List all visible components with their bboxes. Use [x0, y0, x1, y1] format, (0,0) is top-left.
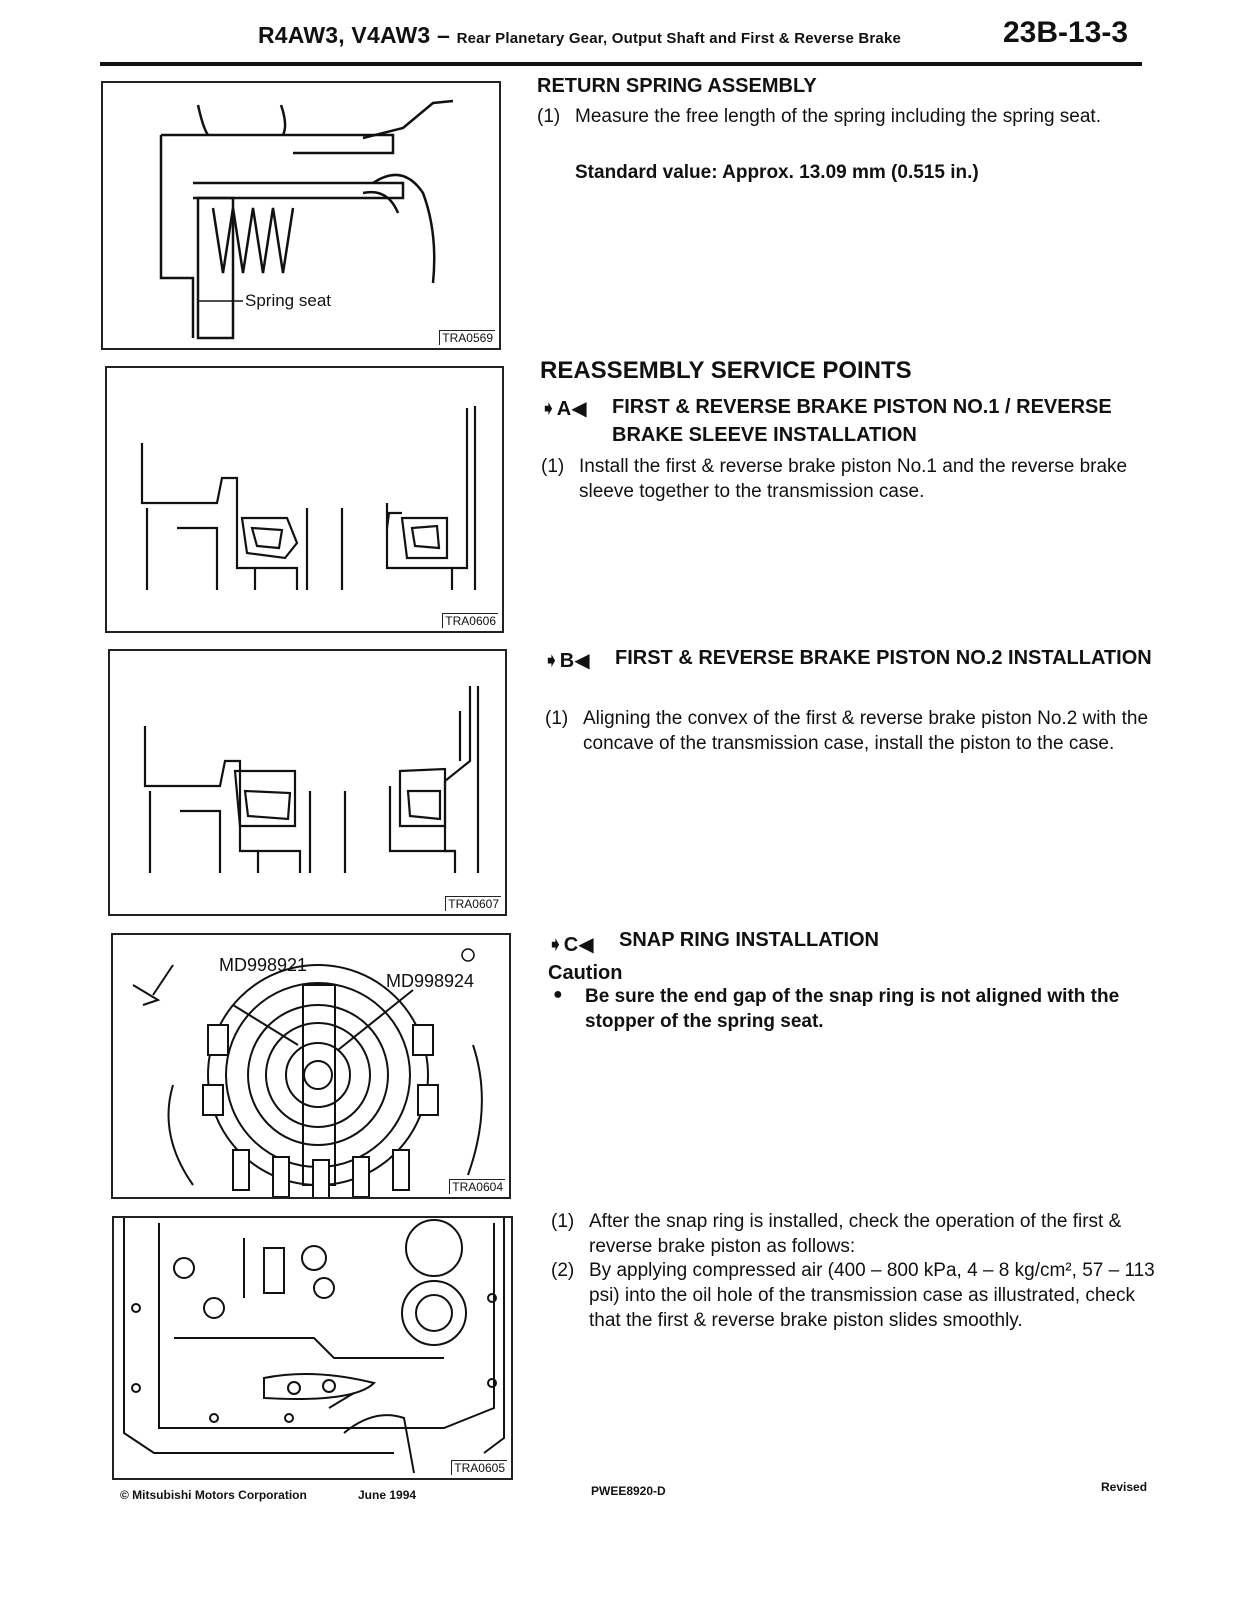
step-return-spring-1: [537, 104, 1147, 156]
page-header-title: [258, 22, 901, 49]
figure-code: TRA0607: [445, 896, 501, 911]
label-tool-md998924: MD998924: [386, 971, 475, 991]
piston-no2-illustration: [110, 651, 505, 914]
step-text: Install the first & reverse brake piston No.1 and the reverse brake sleeve together to the transmission case.: [579, 456, 1128, 502]
arrow-left-icon: ◀: [578, 934, 594, 956]
arrow-right-icon: ➧: [547, 934, 564, 956]
heading-piston-no2: FIRST & REVERSE BRAKE PISTON NO.2 INSTALLATION: [615, 647, 1152, 669]
heading-return-spring: RETURN SPRING ASSEMBLY: [537, 75, 817, 97]
footer-copyright: © Mitsubishi Motors Corporation: [120, 1488, 307, 1502]
piston-sleeve-illustration: [107, 368, 502, 631]
figure-code: TRA0606: [442, 613, 498, 628]
service-mark-c: [547, 932, 594, 957]
step-a-1: [541, 454, 1151, 506]
step-number: (1): [545, 708, 569, 729]
step-number: (1): [537, 106, 561, 127]
footer-date: June 1994: [358, 1488, 417, 1502]
heading-snap-ring: SNAP RING INSTALLATION: [619, 929, 879, 951]
standard-value: Standard value: Approx. 13.09 mm (0.515 in.): [575, 162, 979, 183]
figure-code: TRA0604: [449, 1179, 505, 1194]
figure-spring-measure: [101, 81, 501, 350]
service-mark-b: [543, 648, 590, 673]
header-dash: –: [437, 22, 450, 48]
caution-label: Caution: [548, 962, 623, 984]
step-c-2: [551, 1258, 1161, 1358]
arrow-left-icon: ◀: [574, 650, 590, 672]
arrow-left-icon: ◀: [571, 398, 587, 420]
heading-reassembly: REASSEMBLY SERVICE POINTS: [540, 357, 912, 384]
step-text: By applying compressed air (400 – 800 kPa, 4 – 8 kg/cm², 57 – 113 psi) into the oil hole of the transmission case as illustrated, check that the first & reverse brake piston slides smoothly.: [589, 1260, 1155, 1331]
heading-piston-no1: FIRST & REVERSE BRAKE PISTON NO.1 / REVERSE BRAKE SLEEVE INSTALLATION: [612, 396, 1112, 446]
arrow-right-icon: ➧: [540, 398, 557, 420]
header-rule: [100, 62, 1142, 66]
figure-piston-no2: [108, 649, 507, 916]
mark-letter: B: [559, 650, 575, 672]
service-mark-a: [540, 396, 587, 421]
label-tool-md998921: MD998921: [219, 955, 308, 975]
figure-piston-no1: [105, 366, 504, 633]
step-number: (1): [551, 1211, 575, 1232]
mark-letter: A: [556, 398, 572, 420]
transmission-case-illustration: [114, 1218, 511, 1478]
step-text: After the snap ring is installed, check the operation of the first & reverse brake piston as follows:: [589, 1211, 1122, 1257]
step-number: (2): [551, 1260, 575, 1281]
step-text: Measure the free length of the spring including the spring seat.: [575, 106, 1101, 127]
arrow-right-icon: ➧: [543, 650, 560, 672]
step-text: Aligning the convex of the first & reverse brake piston No.2 with the concave of the transmission case, install the piston to the case.: [583, 708, 1149, 754]
figure-code: TRA0605: [451, 1460, 507, 1475]
header-models: R4AW3, V4AW3: [258, 22, 431, 48]
caution-bullet-icon: ●: [553, 986, 563, 1003]
step-number: (1): [541, 456, 565, 477]
page-number: 23B-13-3: [1003, 16, 1129, 49]
figure-snap-ring-tools: [111, 933, 511, 1199]
header-subject: Rear Planetary Gear, Output Shaft and First & Reverse Brake: [456, 30, 902, 47]
label-spring-seat: Spring seat: [245, 291, 331, 310]
figure-air-check: [112, 1216, 513, 1480]
step-c-1: [551, 1209, 1161, 1259]
figure-code: TRA0569: [439, 330, 495, 345]
footer-doc-code: PWEE8920-D: [591, 1484, 666, 1498]
step-b-1: [545, 706, 1155, 782]
caution-text: Be sure the end gap of the snap ring is not aligned with the stopper of the spring seat.: [585, 986, 1120, 1032]
footer-status: Revised: [1101, 1480, 1148, 1494]
mark-letter: C: [563, 934, 579, 956]
